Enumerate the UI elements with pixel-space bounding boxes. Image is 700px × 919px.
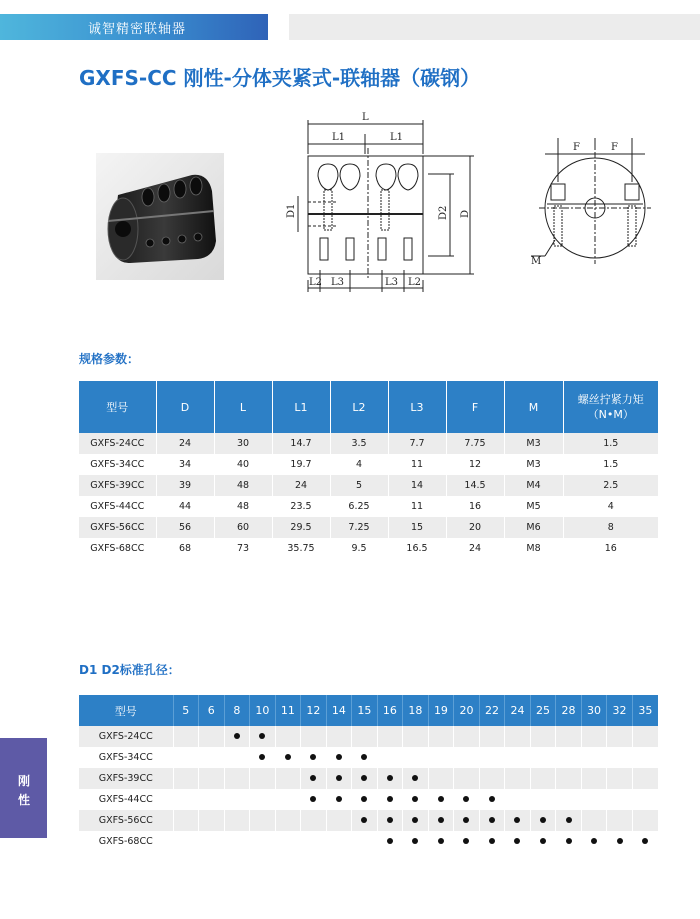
spec-header-model: 型号 xyxy=(79,381,156,433)
dim-L3-right-label: L3 xyxy=(385,277,399,288)
bore-cell xyxy=(199,768,225,789)
availability-dot xyxy=(463,817,469,823)
bore-cell-model: GXFS-39CC xyxy=(79,768,173,789)
availability-dot xyxy=(387,817,393,823)
bore-cell xyxy=(632,831,658,852)
spec-cell: 73 xyxy=(214,538,272,559)
availability-dot xyxy=(438,817,444,823)
spec-cell: 48 xyxy=(214,496,272,517)
bore-cell xyxy=(479,831,505,852)
bore-cell xyxy=(224,747,250,768)
bore-cell xyxy=(275,768,301,789)
bore-cell xyxy=(454,726,480,747)
bore-header-size: 10 xyxy=(250,695,276,726)
bore-cell xyxy=(607,768,633,789)
spec-row xyxy=(79,496,658,517)
bore-cell xyxy=(505,810,531,831)
spec-cell: 1.5 xyxy=(563,433,658,454)
bore-cell xyxy=(275,747,301,768)
bore-row xyxy=(79,747,658,768)
availability-dot xyxy=(642,838,648,844)
spec-section-title: 规格参数： xyxy=(79,352,140,366)
spec-cell: 11 xyxy=(388,454,446,475)
spec-cell: 60 xyxy=(214,517,272,538)
bore-cell xyxy=(224,726,250,747)
availability-dot xyxy=(566,838,572,844)
bore-header-size: 15 xyxy=(352,695,378,726)
spec-header-torque xyxy=(563,381,658,433)
bore-cell xyxy=(556,831,582,852)
spec-cell-model: GXFS-24CC xyxy=(79,433,156,454)
bore-cell xyxy=(377,726,403,747)
bore-cell xyxy=(326,768,352,789)
bore-cell xyxy=(632,789,658,810)
bore-cell-model: GXFS-56CC xyxy=(79,810,173,831)
bore-cell xyxy=(530,789,556,810)
bore-cell xyxy=(505,831,531,852)
bore-cell xyxy=(275,831,301,852)
spec-cell: 34 xyxy=(156,454,214,475)
bore-cell xyxy=(326,810,352,831)
bore-header-size: 19 xyxy=(428,695,454,726)
spec-cell: 7.7 xyxy=(388,433,446,454)
bore-cell xyxy=(301,747,327,768)
availability-dot xyxy=(310,775,316,781)
bore-cell xyxy=(352,768,378,789)
bore-cell xyxy=(454,810,480,831)
bore-cell xyxy=(428,831,454,852)
availability-dot xyxy=(285,754,291,760)
spec-header-torque-label: 螺丝拧紧力矩 xyxy=(577,393,644,406)
bore-header-size: 30 xyxy=(581,695,607,726)
dim-L2-right-label: L2 xyxy=(408,277,422,288)
bore-cell xyxy=(377,810,403,831)
bore-cell xyxy=(505,789,531,810)
bore-cell xyxy=(173,831,199,852)
spec-cell: 20 xyxy=(446,517,504,538)
bore-cell xyxy=(352,810,378,831)
availability-dot xyxy=(540,817,546,823)
bore-cell xyxy=(479,810,505,831)
availability-dot xyxy=(259,733,265,739)
bore-cell xyxy=(352,789,378,810)
bore-cell xyxy=(275,726,301,747)
bore-cell xyxy=(301,768,327,789)
availability-dot xyxy=(412,817,418,823)
dim-D1-label: D1 xyxy=(286,203,297,218)
bore-header-size: 16 xyxy=(377,695,403,726)
spec-cell: M5 xyxy=(504,496,563,517)
bore-header-size: 12 xyxy=(301,695,327,726)
spec-cell: M3 xyxy=(504,454,563,475)
spec-cell: M8 xyxy=(504,538,563,559)
bore-cell xyxy=(530,831,556,852)
dim-F-right-label: F xyxy=(611,142,618,153)
bore-header-size: 35 xyxy=(632,695,658,726)
dim-L-label: L xyxy=(362,112,369,123)
bore-cell xyxy=(607,747,633,768)
availability-dot xyxy=(259,754,265,760)
availability-dot xyxy=(489,838,495,844)
spec-header-M: M xyxy=(504,381,563,433)
spec-row xyxy=(79,517,658,538)
availability-dot xyxy=(387,796,393,802)
bore-cell xyxy=(607,831,633,852)
bore-cell xyxy=(607,810,633,831)
bore-cell xyxy=(275,789,301,810)
bore-cell xyxy=(275,810,301,831)
availability-dot xyxy=(387,838,393,844)
bore-cell xyxy=(377,789,403,810)
spec-cell: 40 xyxy=(214,454,272,475)
bore-cell xyxy=(632,768,658,789)
spec-cell: 19.7 xyxy=(272,454,330,475)
spec-cell: 4 xyxy=(607,501,614,512)
spec-cell: 16.5 xyxy=(388,538,446,559)
spec-cell: 7.75 xyxy=(446,433,504,454)
dim-D2-label: D2 xyxy=(438,205,449,220)
spec-cell-model: GXFS-56CC xyxy=(79,517,156,538)
availability-dot xyxy=(438,838,444,844)
availability-dot xyxy=(336,754,342,760)
spec-cell: 9.5 xyxy=(330,538,388,559)
bore-cell xyxy=(454,747,480,768)
bore-cell xyxy=(403,726,429,747)
spec-cell: 4 xyxy=(330,454,388,475)
bore-header-size: 22 xyxy=(479,695,505,726)
bore-cell xyxy=(301,789,327,810)
dim-F-left-label: F xyxy=(573,142,580,153)
spec-cell: 29.5 xyxy=(272,517,330,538)
spec-cell: 11 xyxy=(388,496,446,517)
bore-cell-model: GXFS-24CC xyxy=(79,726,173,747)
bore-cell xyxy=(505,747,531,768)
spec-cell: 44 xyxy=(156,496,214,517)
bore-cell xyxy=(352,831,378,852)
spec-cell: 8 xyxy=(563,517,658,538)
spec-row xyxy=(79,454,658,475)
bore-cell xyxy=(556,768,582,789)
availability-dot xyxy=(310,796,316,802)
availability-dot xyxy=(463,838,469,844)
bore-cell xyxy=(403,747,429,768)
bore-cell xyxy=(530,810,556,831)
spec-cell: 39 xyxy=(156,475,214,496)
spec-cell: 3.5 xyxy=(330,433,388,454)
bore-cell xyxy=(301,810,327,831)
bore-cell xyxy=(173,768,199,789)
spec-cell: 15 xyxy=(388,517,446,538)
availability-dot xyxy=(514,817,520,823)
availability-dot xyxy=(361,775,367,781)
spec-cell: 2.5 xyxy=(563,475,658,496)
bore-cell xyxy=(301,726,327,747)
bore-cell xyxy=(377,831,403,852)
spec-cell: 5 xyxy=(330,475,388,496)
spec-cell: M3 xyxy=(504,433,563,454)
bore-cell xyxy=(250,810,276,831)
bore-cell xyxy=(173,789,199,810)
spec-header-torque-unit: （N•M） xyxy=(587,408,634,421)
bore-cell xyxy=(250,747,276,768)
bore-cell xyxy=(428,726,454,747)
spec-header-row xyxy=(79,381,658,433)
bore-cell xyxy=(199,747,225,768)
spec-cell: 35.75 xyxy=(272,538,330,559)
bore-cell xyxy=(377,747,403,768)
bore-cell xyxy=(581,810,607,831)
bore-cell xyxy=(581,726,607,747)
spec-row xyxy=(79,433,658,454)
bore-cell xyxy=(301,831,327,852)
spec-cell: 24 xyxy=(272,475,330,496)
bore-cell xyxy=(607,789,633,810)
availability-dot xyxy=(489,817,495,823)
availability-dot xyxy=(463,796,469,802)
bore-cell xyxy=(581,768,607,789)
dim-L2-left-label: L2 xyxy=(309,277,323,288)
bore-header-model: 型号 xyxy=(79,695,173,726)
bore-cell xyxy=(224,768,250,789)
spec-cell-model: GXFS-44CC xyxy=(79,496,156,517)
bore-cell xyxy=(326,789,352,810)
bore-header-size: 5 xyxy=(173,695,199,726)
bore-header-size: 11 xyxy=(275,695,301,726)
bore-cell xyxy=(556,747,582,768)
bore-cell xyxy=(454,789,480,810)
availability-dot xyxy=(387,775,393,781)
availability-dot xyxy=(412,796,418,802)
spec-cell-model: GXFS-34CC xyxy=(79,454,156,475)
bore-cell xyxy=(505,768,531,789)
availability-dot xyxy=(234,733,240,739)
bore-cell xyxy=(479,726,505,747)
availability-dot xyxy=(566,817,572,823)
spec-cell: 24 xyxy=(446,538,504,559)
header-brand-text: 诚智精密联轴器 xyxy=(88,22,187,37)
bore-cell-model: GXFS-44CC xyxy=(79,789,173,810)
bore-cell xyxy=(173,726,199,747)
bore-header-size: 32 xyxy=(607,695,633,726)
bore-row xyxy=(79,810,658,831)
availability-dot xyxy=(412,838,418,844)
availability-dot xyxy=(361,796,367,802)
bore-cell xyxy=(530,726,556,747)
bore-cell xyxy=(403,831,429,852)
bore-cell xyxy=(479,747,505,768)
spec-row xyxy=(79,538,658,559)
dim-L1-left-label: L1 xyxy=(332,132,346,143)
bore-cell xyxy=(173,747,199,768)
bore-cell xyxy=(326,747,352,768)
spec-cell-model: GXFS-39CC xyxy=(79,475,156,496)
spec-header-L1: L1 xyxy=(272,381,330,433)
spec-cell: 16 xyxy=(604,543,617,554)
availability-dot xyxy=(336,775,342,781)
spec-cell: 14.5 xyxy=(446,475,504,496)
spec-table xyxy=(79,381,658,559)
availability-dot xyxy=(412,775,418,781)
spec-cell: 30 xyxy=(214,433,272,454)
side-category-label: 刚性 xyxy=(18,774,31,807)
bore-row xyxy=(79,831,658,852)
spec-cell: 16 xyxy=(446,496,504,517)
bore-cell xyxy=(250,768,276,789)
bore-header-row xyxy=(79,695,658,726)
bore-cell xyxy=(199,810,225,831)
bore-row xyxy=(79,768,658,789)
bore-header-size: 20 xyxy=(454,695,480,726)
spec-header-L2: L2 xyxy=(330,381,388,433)
bore-header-size: 25 xyxy=(530,695,556,726)
spec-row xyxy=(79,475,658,496)
bore-cell xyxy=(454,831,480,852)
bore-cell xyxy=(479,768,505,789)
spec-cell: M6 xyxy=(504,517,563,538)
bore-cell xyxy=(224,810,250,831)
spec-cell: 12 xyxy=(446,454,504,475)
availability-dot xyxy=(591,838,597,844)
spec-cell: 14.7 xyxy=(272,433,330,454)
spec-cell-model: GXFS-68CC xyxy=(79,538,156,559)
bore-cell xyxy=(632,810,658,831)
spec-cell: 24 xyxy=(156,433,214,454)
bore-cell xyxy=(377,768,403,789)
availability-dot xyxy=(336,796,342,802)
bore-table xyxy=(79,695,658,852)
bore-cell xyxy=(428,768,454,789)
bore-header-size: 28 xyxy=(556,695,582,726)
spec-header-F: F xyxy=(446,381,504,433)
bore-header-size: 24 xyxy=(505,695,531,726)
bore-cell xyxy=(428,789,454,810)
bore-cell xyxy=(199,726,225,747)
spec-header-L: L xyxy=(214,381,272,433)
availability-dot xyxy=(617,838,623,844)
bore-cell xyxy=(403,768,429,789)
bore-cell xyxy=(428,747,454,768)
bore-cell xyxy=(556,726,582,747)
bore-cell xyxy=(173,810,199,831)
availability-dot xyxy=(361,817,367,823)
bore-cell xyxy=(454,768,480,789)
spec-cell: 23.5 xyxy=(272,496,330,517)
bore-cell xyxy=(556,789,582,810)
bore-header-size: 8 xyxy=(224,695,250,726)
bore-cell xyxy=(352,747,378,768)
front-view-drawing xyxy=(525,128,675,278)
dim-M-label: M xyxy=(531,256,542,267)
bore-cell xyxy=(326,831,352,852)
spec-cell: 1.5 xyxy=(603,459,619,470)
bore-cell xyxy=(250,726,276,747)
bore-cell xyxy=(352,726,378,747)
availability-dot xyxy=(514,838,520,844)
spec-cell: 48 xyxy=(214,475,272,496)
spec-cell: 56 xyxy=(156,517,214,538)
availability-dot xyxy=(310,754,316,760)
bore-cell-model: GXFS-68CC xyxy=(79,831,173,852)
spec-cell: 7.25 xyxy=(330,517,388,538)
bore-cell xyxy=(403,810,429,831)
spec-header-L3: L3 xyxy=(388,381,446,433)
bore-cell xyxy=(581,747,607,768)
availability-dot xyxy=(540,838,546,844)
bore-row xyxy=(79,726,658,747)
bore-cell xyxy=(505,726,531,747)
bore-cell xyxy=(224,831,250,852)
availability-dot xyxy=(361,754,367,760)
bore-header-size: 6 xyxy=(199,695,225,726)
bore-cell xyxy=(479,789,505,810)
bore-cell xyxy=(403,789,429,810)
availability-dot xyxy=(489,796,495,802)
bore-cell xyxy=(581,789,607,810)
bore-cell xyxy=(199,789,225,810)
bore-cell xyxy=(250,789,276,810)
header-grey-bar xyxy=(289,14,700,40)
spec-cell: 6.25 xyxy=(330,496,388,517)
dim-L3-left-label: L3 xyxy=(331,277,345,288)
bore-header-size: 18 xyxy=(403,695,429,726)
dim-D-label: D xyxy=(460,209,471,218)
dim-L1-right-label: L1 xyxy=(390,132,404,143)
bore-cell xyxy=(581,831,607,852)
bore-section-title: D1 D2标准孔径： xyxy=(79,663,180,677)
bore-header-size: 14 xyxy=(326,695,352,726)
bore-row xyxy=(79,789,658,810)
spec-header-D: D xyxy=(156,381,214,433)
bore-cell xyxy=(326,726,352,747)
bore-cell xyxy=(632,726,658,747)
bore-cell xyxy=(632,747,658,768)
bore-cell xyxy=(224,789,250,810)
bore-cell xyxy=(199,831,225,852)
bore-cell-model: GXFS-34CC xyxy=(79,747,173,768)
page-title: GXFS-CC 刚性-分体夹紧式-联轴器（碳钢） xyxy=(79,66,481,90)
spec-cell: 68 xyxy=(156,538,214,559)
product-photo xyxy=(96,153,224,280)
spec-cell: 14 xyxy=(388,475,446,496)
spec-cell: M4 xyxy=(504,475,563,496)
bore-cell xyxy=(250,831,276,852)
bore-cell xyxy=(556,810,582,831)
bore-cell xyxy=(428,810,454,831)
bore-cell xyxy=(607,726,633,747)
bore-cell xyxy=(530,747,556,768)
side-view-drawing xyxy=(278,110,488,300)
bore-cell xyxy=(530,768,556,789)
availability-dot xyxy=(438,796,444,802)
